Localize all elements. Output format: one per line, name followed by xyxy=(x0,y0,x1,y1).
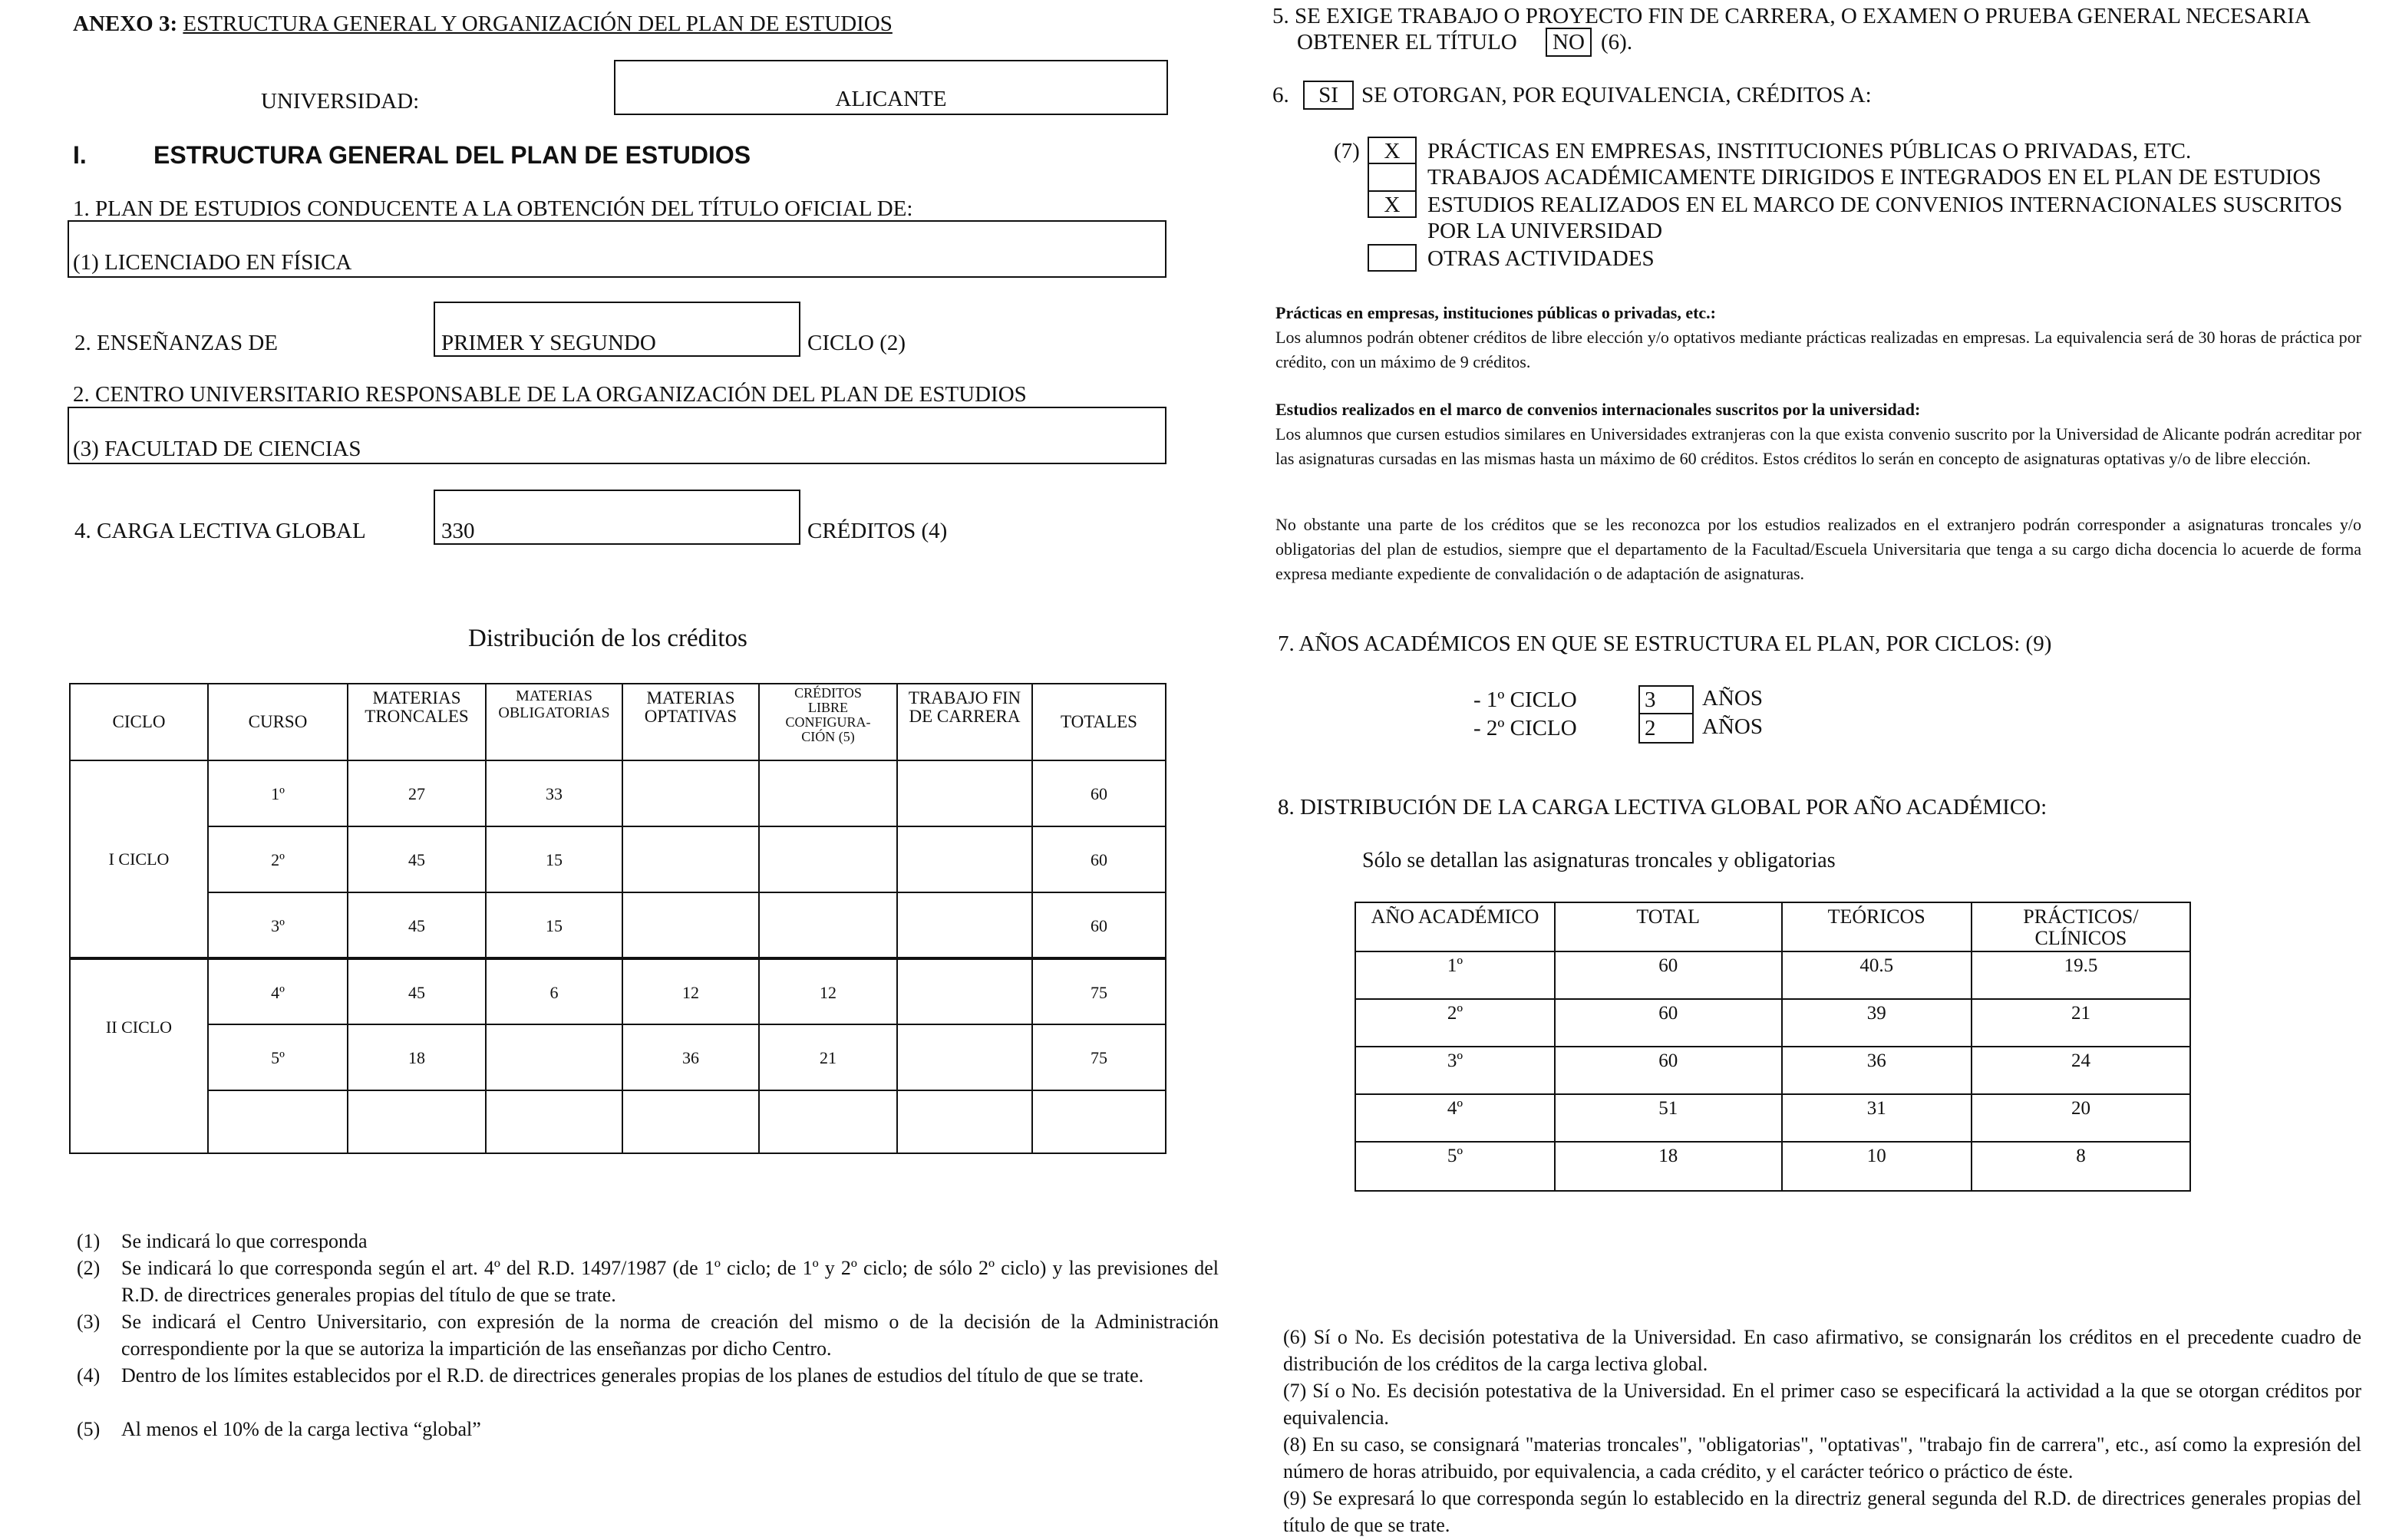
table-row xyxy=(70,760,1166,826)
libre-cell xyxy=(759,760,897,826)
item7-c2-unit: AÑOS xyxy=(1702,714,1763,739)
header-libre: CRÉDITOS LIBRE CONFIGURA- CIÓN (5) xyxy=(759,684,897,760)
note-7: (7) Sí o No. Es decisión potestativa de la Universidad. En el primer caso se especificará la actividad a la que se otorgan créditos por equivalencia. xyxy=(1283,1380,2361,1429)
teoricos-cell: 36 xyxy=(1782,1047,1972,1094)
item7-title: 7. AÑOS ACADÉMICOS EN QUE SE ESTRUCTURA EL PLAN, POR CICLOS: (9) xyxy=(1278,631,2052,656)
note-6: (6) Sí o No. Es decisión potestativa de la Universidad. En caso afirmativo, se consignarán los créditos en el precedente cuadro de distribución de los créditos de la carga lectiva global. xyxy=(1283,1326,2361,1375)
credits-header-row xyxy=(70,684,1166,760)
item2-label: 2. ENSEÑANZAS DE xyxy=(74,331,279,355)
item7-c2-label: - 2º CICLO xyxy=(1473,716,1577,740)
year-cell: 2º xyxy=(1355,999,1555,1047)
tfc-cell xyxy=(897,760,1032,826)
total-cell: 60 xyxy=(1555,951,1782,999)
total-cell: 60 xyxy=(1555,999,1782,1047)
obligatorias-cell xyxy=(486,1090,622,1153)
libre-cell: 12 xyxy=(759,958,897,1024)
item1-value: (1) LICENCIADO EN FÍSICA xyxy=(73,250,352,275)
checkbox-practicas-mark: X xyxy=(1384,139,1401,163)
item4-label: 4. CARGA LECTIVA GLOBAL xyxy=(74,519,366,543)
practicas-title: Prácticas en empresas, instituciones públicas o privadas, etc.: xyxy=(1275,303,1717,322)
libre-cell xyxy=(759,892,897,958)
item3-label: 2. CENTRO UNIVERSITARIO RESPONSABLE DE LA ORGANIZACIÓN DEL PLAN DE ESTUDIOS xyxy=(73,382,1027,407)
header-curso: CURSO xyxy=(208,684,348,760)
item5-line1: 5. SE EXIGE TRABAJO O PROYECTO FIN DE CARRERA, O EXAMEN O PRUEBA GENERAL NECESARIA xyxy=(1272,4,2311,28)
tfc-cell xyxy=(897,826,1032,892)
convenios-paragraph xyxy=(1275,397,2361,471)
checkbox-convenios-label: ESTUDIOS REALIZADOS EN EL MARCO DE CONVENIOS INTERNACIONALES SUSCRITOS xyxy=(1427,193,2343,217)
header-totales: TOTALES xyxy=(1032,684,1166,760)
section-number: I. xyxy=(73,141,87,169)
obligatorias-cell xyxy=(486,1024,622,1090)
practicos-cell: 19.5 xyxy=(1972,951,2190,999)
optativas-cell xyxy=(622,826,759,892)
checkbox-trabajos-label: TRABAJOS ACADÉMICAMENTE DIRIGIDOS E INTEGRADOS EN EL PLAN DE ESTUDIOS xyxy=(1427,165,2321,190)
note-8: (8) En su caso, se consignará "materias troncales", "obligatorias", "optativas", "trabajo fin de carrera", etc., así como la expresión del número de horas atribuido, por equivalencia, a cada crédito, y el carácter teórico o práctico de éste. xyxy=(1283,1433,2361,1482)
item1-label: 1. PLAN DE ESTUDIOS CONDUCENTE A LA OBTENCIÓN DEL TÍTULO OFICIAL DE: xyxy=(73,196,913,221)
table-row xyxy=(70,826,1166,892)
item4-value: 330 xyxy=(441,519,475,543)
item2-suffix: CICLO (2) xyxy=(807,331,906,355)
convenios-title: Estudios realizados en el marco de convenios internacionales suscritos por la universidad: xyxy=(1275,400,1921,419)
curso-cell: 1º xyxy=(208,760,348,826)
libre-cell: 21 xyxy=(759,1024,897,1090)
table-row xyxy=(1355,951,2190,999)
item6-prefix: 6. xyxy=(1272,83,1289,107)
item3-value: (3) FACULTAD DE CIENCIAS xyxy=(73,437,361,461)
optativas-cell xyxy=(622,892,759,958)
practicos-cell: 20 xyxy=(1972,1094,2190,1142)
item2-value: PRIMER Y SEGUNDO xyxy=(441,331,656,355)
distribution-title: Distribución de los créditos xyxy=(468,625,747,652)
item5-line2: OBTENER EL TÍTULO xyxy=(1297,30,1517,54)
checkbox-practicas-label: PRÁCTICAS EN EMPRESAS, INSTITUCIONES PÚBLICAS O PRIVADAS, ETC. xyxy=(1427,139,2192,163)
section-title: ESTRUCTURA GENERAL DEL PLAN DE ESTUDIOS xyxy=(153,141,751,169)
obligatorias-cell: 6 xyxy=(486,958,622,1024)
curso-cell: 5º xyxy=(208,1024,348,1090)
item6-value: SI xyxy=(1318,83,1338,107)
total-cell: 60 xyxy=(1032,760,1166,826)
item5-value: NO xyxy=(1553,30,1585,54)
convenios-paragraph-2: No obstante una parte de los créditos que se les reconozca por los estudios realizados en el extranjero podrán corresponder a asignaturas troncales y/o obligatorias del plan de estudios, siempre que el departamento de la Facultad/Escuela Universitaria que tenga a su cargo dicha docencia lo acuerde de forma expresa mediante expediente de convalidación o de adaptación de asignaturas. xyxy=(1275,515,2361,583)
libre-cell xyxy=(759,826,897,892)
optativas-cell: 12 xyxy=(622,958,759,1024)
total-cell: 75 xyxy=(1032,1024,1166,1090)
checkbox-otras[interactable] xyxy=(1368,244,1417,272)
total-cell: 60 xyxy=(1032,892,1166,958)
item4-box xyxy=(434,490,800,545)
table-row xyxy=(1355,1094,2190,1142)
troncales-cell: 45 xyxy=(348,958,486,1024)
teoricos-cell: 40.5 xyxy=(1782,951,1972,999)
university-value: ALICANTE xyxy=(835,87,947,111)
table-row xyxy=(70,892,1166,958)
header-year: AÑO ACADÉMICO xyxy=(1355,902,1555,951)
curso-cell: 3º xyxy=(208,892,348,958)
total-cell: 18 xyxy=(1555,1142,1782,1191)
table-row xyxy=(70,958,1166,1024)
total-cell: 60 xyxy=(1555,1047,1782,1094)
year-header-row xyxy=(1355,902,2190,951)
header-troncales: MATERIAS TRONCALES xyxy=(348,684,486,760)
teoricos-cell: 39 xyxy=(1782,999,1972,1047)
header-total: TOTAL xyxy=(1555,902,1782,951)
year-cell: 5º xyxy=(1355,1142,1555,1191)
practicas-text: Los alumnos podrán obtener créditos de libre elección y/o optativos mediante prácticas realizadas en empresas. La equivalencia será de 30 horas de práctica por crédito, con un máximo de 9 créditos. xyxy=(1275,328,2361,371)
curso-cell: 2º xyxy=(208,826,348,892)
libre-cell xyxy=(759,1090,897,1153)
obligatorias-cell: 15 xyxy=(486,892,622,958)
university-label: UNIVERSIDAD: xyxy=(261,89,420,114)
table-row xyxy=(70,1024,1166,1090)
convenios-text: Los alumnos que cursen estudios similares en Universidades extranjeras con la que exista convenio suscrito por la Universidad de Alicante podrán acreditar por las asignaturas cursadas en las mismas hasta un máximo de 60 créditos. Estos créditos lo serán en concepto de asignaturas optativas y/o de libre elección. xyxy=(1275,424,2361,468)
teoricos-cell: 31 xyxy=(1782,1094,1972,1142)
year-cell: 4º xyxy=(1355,1094,1555,1142)
troncales-cell: 45 xyxy=(348,826,486,892)
item6-text: SE OTORGAN, POR EQUIVALENCIA, CRÉDITOS A: xyxy=(1361,83,1872,107)
item8-subtitle: Sólo se detallan las asignaturas troncales y obligatorias xyxy=(1362,849,1836,872)
note-9: (9) Se expresará lo que corresponda según lo establecido en la directriz general segunda del R.D. de directrices generales propias del título de que se trate. xyxy=(1283,1487,2361,1536)
troncales-cell: 18 xyxy=(348,1024,486,1090)
ciclo-1-cell: I CICLO xyxy=(70,760,208,958)
tfc-cell xyxy=(897,958,1032,1024)
item6-ref: (7) xyxy=(1334,139,1360,163)
annex-label: ANEXO 3: xyxy=(73,12,178,36)
checkbox-convenios-label2: POR LA UNIVERSIDAD xyxy=(1427,219,1663,243)
year-cell: 3º xyxy=(1355,1047,1555,1094)
table-row xyxy=(70,1090,1166,1153)
document-page: ANEXO 3: ESTRUCTURA GENERAL Y ORGANIZACIÓN DEL PLAN DE ESTUDIOS UNIVERSIDAD: ALICANTE I. ESTRUCTURA GENERAL DEL PLAN DE ESTUDIOS 1. PLAN DE ESTUDIOS CONDUCENTE A LA OBTENCIÓN DEL TÍTULO OFICIAL DE: (1) LICENCIADO EN FÍSICA 2. ENSEÑANZAS DE PRIMER Y SEGUNDO CICLO (2) 2. CENTRO UNIVERSITARIO RESPONSABLE DE LA ORGANIZACIÓN DEL PLAN DE ESTUDIOS (3) FACULTAD DE CIENCIAS 4. CARGA LECTIVA GLOBAL 330 CRÉDITOS (4) Distribución de los créditos CICLO CURSO MATERIAS TRONCALES MATERIAS OBLIGATORIAS MATERIAS OPTATIVAS CRÉDITOS LIBRE CONFIGURA- CIÓN (5) TRABAJO FIN DE CARRERA TOTALES I CICLO 1º 27 33 60 2º 45 15 60 3º 45 15 60 II CICLO 4º 45 6 12 12 75 5º 18 36 21 75 (1) Se indicará lo que corresponda (2) Se indicará lo que corresponda según el art. 4º del R.D. 1497/1987 (de 1º ciclo; de 1º y 2º ciclo; de sólo 2º ciclo) y las previsiones del R.D. de directrices generales propias del título de que se trate. (3) Se indicará el Centro Universitario, con expresión de la norma de creación del mismo o de la decisión de la Administración correspondiente por la que se autoriza la impartición de las enseñanzas por dicho Centro. (4) Dentro de los límites establecidos por el R.D. de directrices generales propias de los planes de estudios del título de que se trate. (5) Al menos el 10% de la carga lectiva “global” 5. SE EXIGE TRABAJO O PROYECTO FIN DE CARRERA, O EXAMEN O PRUEBA GENERAL NECESARIA OBTENER EL TÍTULO NO (6). 6. SI SE OTORGAN, POR EQUIVALENCIA, CRÉDITOS A: (7) X PRÁCTICAS EN EMPRESAS, INSTITUCIONES PÚBLICAS O PRIVADAS, ETC. TRABAJOS ACADÉMICAMENTE DIRIGIDOS E INTEGRADOS EN EL PLAN DE ESTUDIOS X ESTUDIOS REALIZADOS EN EL MARCO DE CONVENIOS INTERNACIONALES SUSCRITOS POR LA UNIVERSIDAD OTRAS ACTIVIDADES Prácticas en empresas, instituciones públicas o privadas, etc.: Los alumnos podrán obtener créditos de libre elección y/o optativos mediante prácticas realizadas en empresas. La equivalencia será de 30 horas de práctica por crédito, con un máximo de 9 créditos. Estudios realizados en el marco de convenios internacionales suscritos por la universidad: Los alumnos que cursen estudios similares en Universidades extranjeras con la que exista convenio suscrito por la Universidad de Alicante podrán acreditar por las asignaturas cursadas en las mismas hasta un máximo de 60 créditos. Estos créditos lo serán en concepto de asignaturas optativas y/o de libre elección. No obstante una parte de los créditos que se les reconozca por los estudios realizados en el extranjero podrán corresponder a asignaturas troncales y/o obligatorias del plan de estudios, siempre que el departamento de la Facultad/Escuela Universitaria que tenga a su cargo dicha docencia lo acuerde de forma expresa mediante expediente de convalidación o de adaptación de asignaturas. 7. AÑOS ACADÉMICOS EN QUE SE ESTRUCTURA EL PLAN, POR CICLOS: (9) - 1º CICLO 3 AÑOS - 2º CICLO 2 AÑOS 8. DISTRIBUCIÓN DE LA CARGA LECTIVA GLOBAL POR AÑO ACADÉMICO: Sólo se detallan las asignaturas troncales y obligatorias AÑO ACADÉMICO TOTAL TEÓRICOS PRÁCTICOS/ CLÍNICOS 1º 60 40.5 19.5 2º 60 39 21 3º 60 36 24 4º 51 31 20 5º 18 10 8 (6) Sí o No. Es decisión potestativa de la Universidad. En caso afirmativo, se consignarán los créditos en el precedente cuadro de distribución de los créditos de la carga lectiva global. (7) Sí o No. Es decisión potestativa de la Universidad. En el primer caso se especificará la actividad a la que se otorgan créditos por equivalencia. (8) En su caso, se consignará "materias troncales", "obligatorias", "optativas", "trabajo fin de carrera", etc., así como la expresión del número de horas atribuido, por equivalencia, a cada crédito, y el carácter teórico o práctico de éste. (9) Se expresará lo que corresponda según lo establecido en la directriz general segunda del R.D. de directrices generales propias del título de que se trate. xyxy=(0,0,2389,1540)
header-practicos: PRÁCTICOS/ CLÍNICOS xyxy=(1972,902,2190,951)
optativas-cell xyxy=(622,760,759,826)
table-row xyxy=(1355,1142,2190,1191)
item5-suffix: (6). xyxy=(1601,30,1633,54)
optativas-cell xyxy=(622,1090,759,1153)
header-obligatorias: MATERIAS OBLIGATORIAS xyxy=(486,684,622,760)
item4-suffix: CRÉDITOS (4) xyxy=(807,519,948,543)
header-teoricos: TEÓRICOS xyxy=(1782,902,1972,951)
annex-title: ESTRUCTURA GENERAL Y ORGANIZACIÓN DEL PLAN DE ESTUDIOS xyxy=(183,12,893,36)
practicas-paragraph xyxy=(1275,301,2361,374)
practicos-cell: 21 xyxy=(1972,999,2190,1047)
annex-header xyxy=(73,11,893,37)
practicos-cell: 24 xyxy=(1972,1047,2190,1094)
year-cell: 1º xyxy=(1355,951,1555,999)
teoricos-cell: 10 xyxy=(1782,1142,1972,1191)
total-cell: 75 xyxy=(1032,958,1166,1024)
header-optativas: MATERIAS OPTATIVAS xyxy=(622,684,759,760)
item7-c1-value: 3 xyxy=(1645,688,1656,712)
header-tfc: TRABAJO FIN DE CARRERA xyxy=(897,684,1032,760)
curso-cell xyxy=(208,1090,348,1153)
troncales-cell xyxy=(348,1090,486,1153)
checkbox-otras-label: OTRAS ACTIVIDADES xyxy=(1427,246,1655,271)
checkbox-trabajos[interactable] xyxy=(1368,164,1417,192)
tfc-cell xyxy=(897,892,1032,958)
troncales-cell: 27 xyxy=(348,760,486,826)
curso-cell: 4º xyxy=(208,958,348,1024)
practicos-cell: 8 xyxy=(1972,1142,2190,1191)
header-ciclo: CICLO xyxy=(70,684,208,760)
item7-c1-label: - 1º CICLO xyxy=(1473,688,1577,712)
tfc-cell xyxy=(897,1090,1032,1153)
total-cell: 51 xyxy=(1555,1094,1782,1142)
tfc-cell xyxy=(897,1024,1032,1090)
optativas-cell: 36 xyxy=(622,1024,759,1090)
item7-c1-unit: AÑOS xyxy=(1702,686,1763,711)
table-row xyxy=(1355,1047,2190,1094)
obligatorias-cell: 15 xyxy=(486,826,622,892)
ciclo-2-cell: II CICLO xyxy=(70,958,208,1153)
credits-distribution-table xyxy=(69,683,1166,1154)
total-cell: 60 xyxy=(1032,826,1166,892)
table-row xyxy=(1355,999,2190,1047)
obligatorias-cell: 33 xyxy=(486,760,622,826)
troncales-cell: 45 xyxy=(348,892,486,958)
checkbox-convenios-mark: X xyxy=(1384,193,1401,217)
item8-title: 8. DISTRIBUCIÓN DE LA CARGA LECTIVA GLOBAL POR AÑO ACADÉMICO: xyxy=(1278,795,2047,819)
year-distribution-table xyxy=(1355,902,2191,1192)
item7-c2-value: 2 xyxy=(1645,716,1656,740)
total-cell xyxy=(1032,1090,1166,1153)
